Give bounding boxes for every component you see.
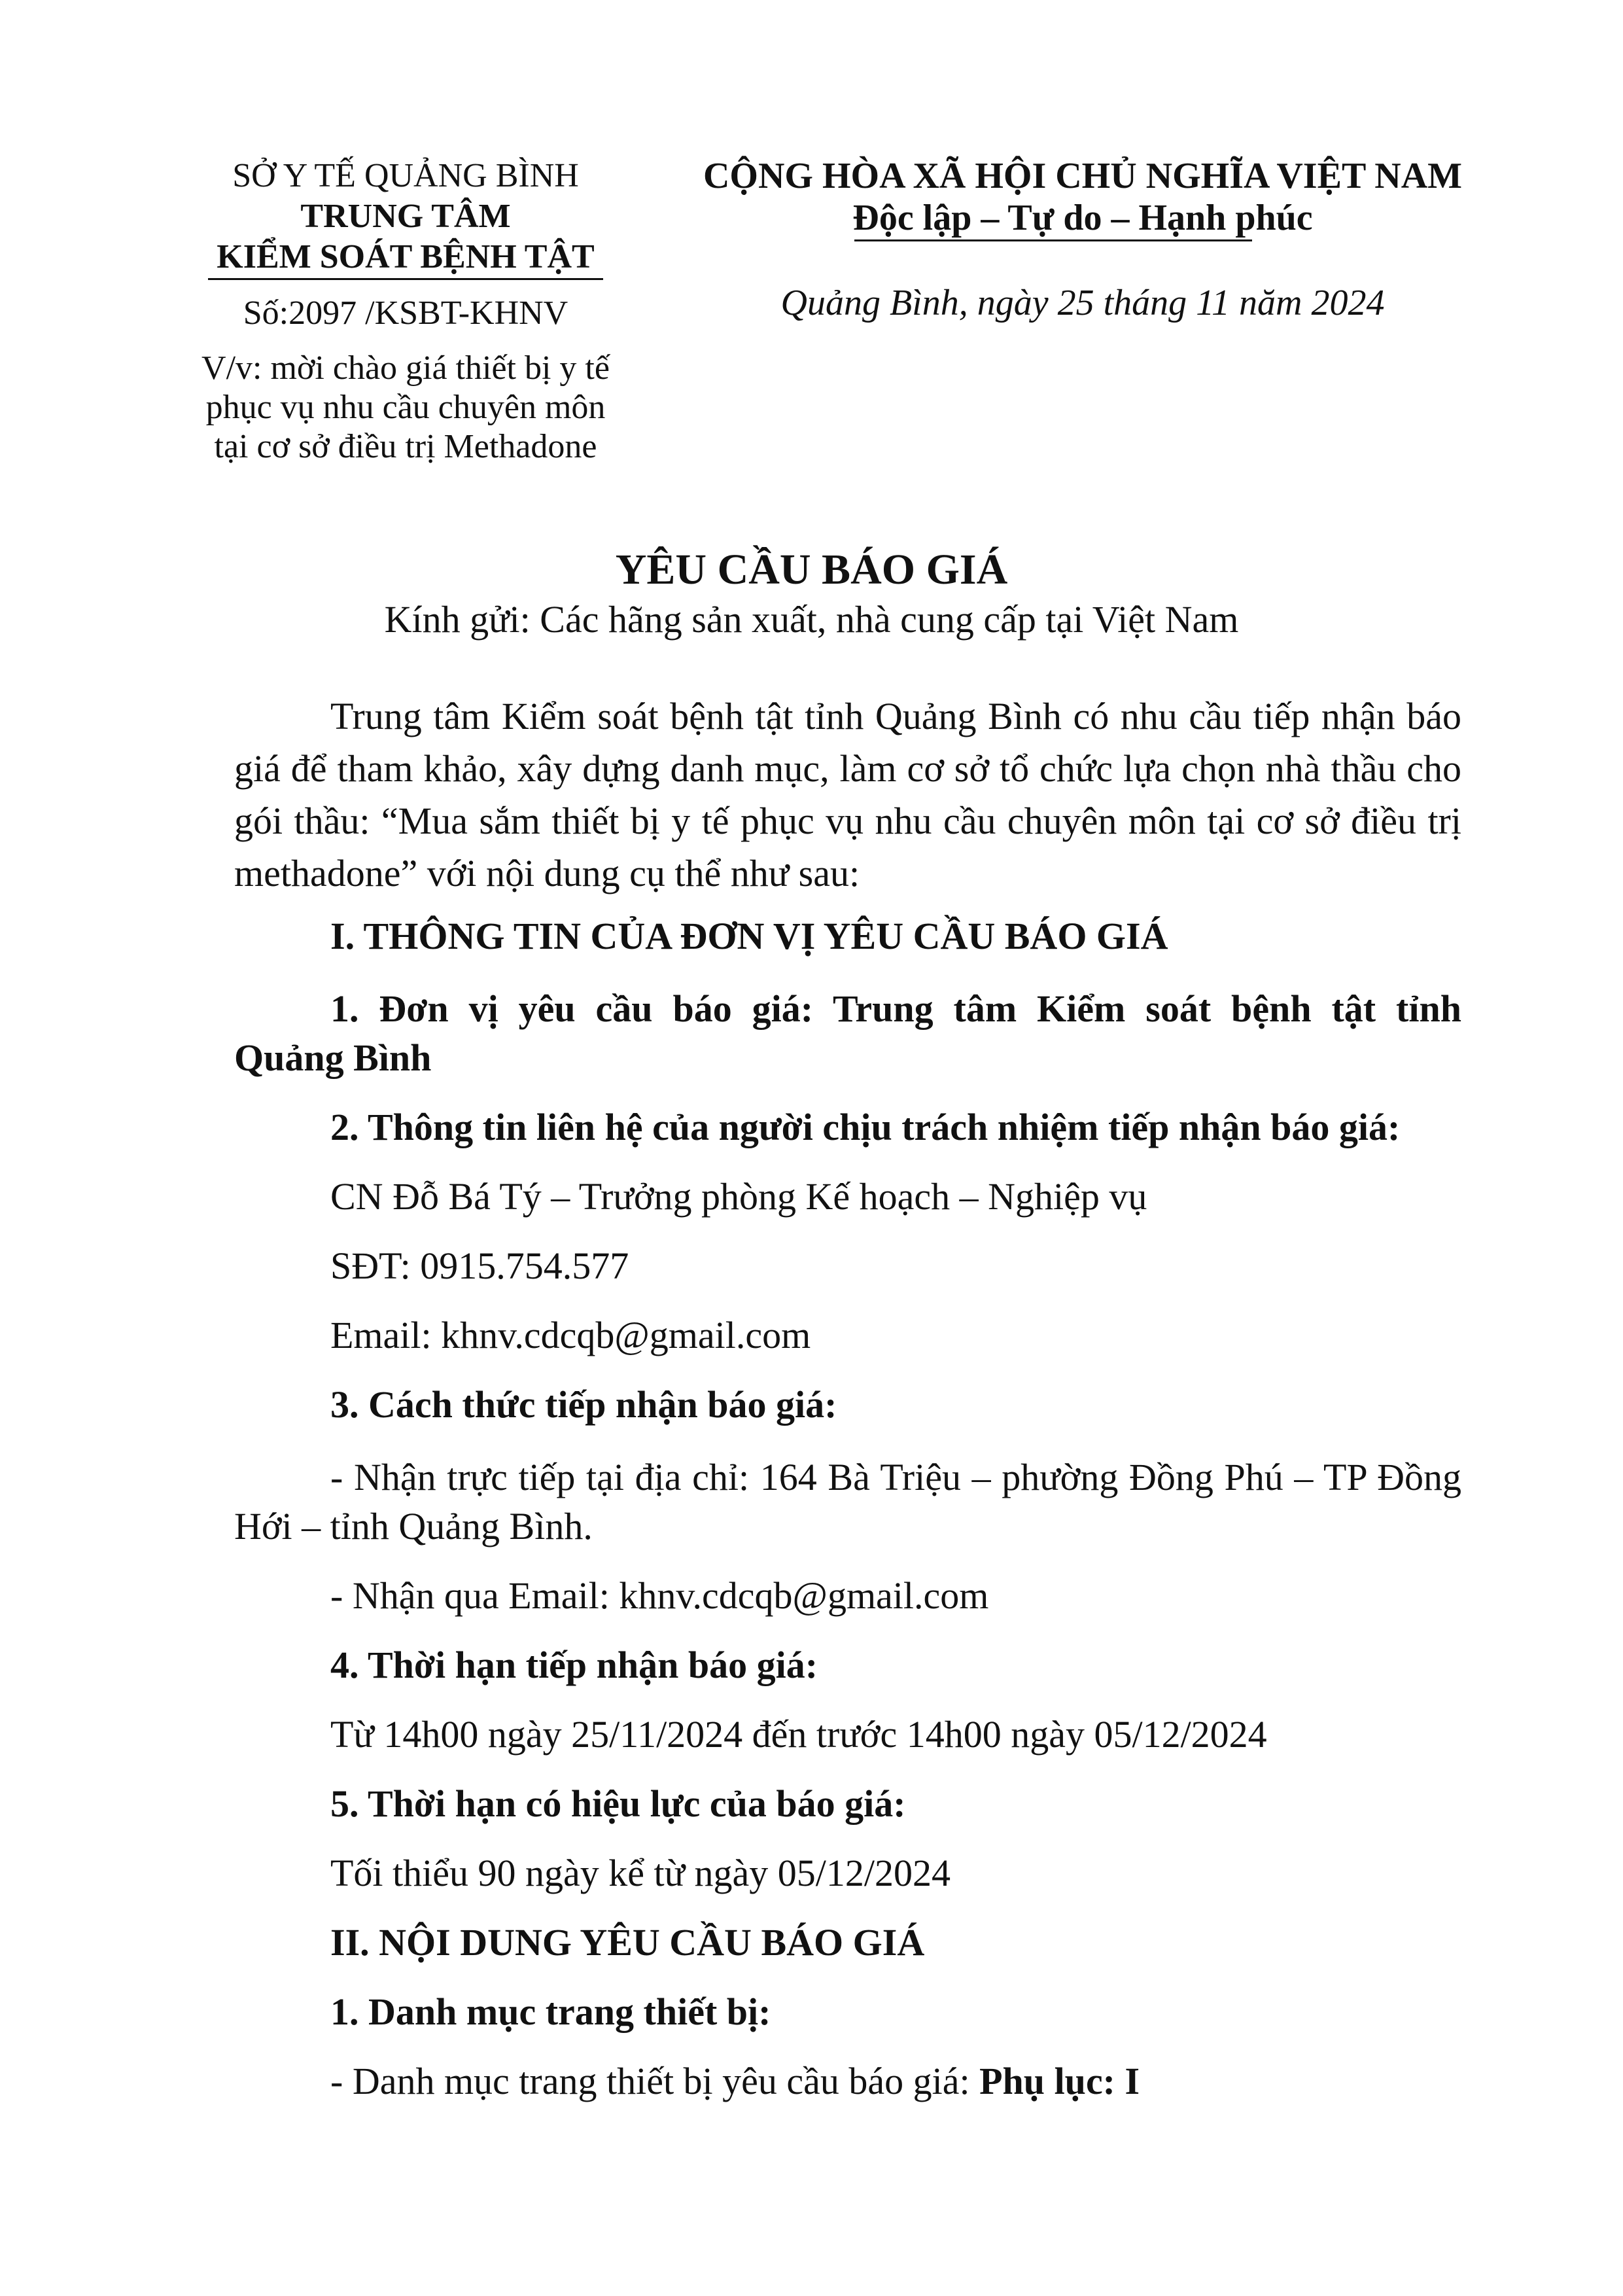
item1-line1: 1. Đơn vị yêu cầu báo giá: Trung tâm Kiểm soát bệnh tật tỉnh: [330, 987, 1461, 1030]
section1-item5-heading: 5. Thời hạn có hiệu lực của báo giá:: [330, 1782, 906, 1825]
intro-line1: Trung tâm Kiểm soát bệnh tật tỉnh Quảng Bình có nhu cầu tiếp nhận báo: [330, 695, 1461, 737]
item3-email: - Nhận qua Email: khnv.cdcqb@gmail.com: [330, 1574, 989, 1617]
item3-direct: [330, 1451, 1461, 1504]
item3-direct-line1: - Nhận trực tiếp tại địa chỉ: 164 Bà Triệu – phường Đồng Phú – TP Đồng: [330, 1456, 1461, 1498]
date-line: Quảng Bình, ngày 25 tháng 11 năm 2024: [780, 283, 1385, 323]
section1-item3-heading: 3. Cách thức tiếp nhận báo giá:: [330, 1383, 837, 1426]
appendix-reference: Phụ lục: I: [979, 2060, 1140, 2102]
intro-line2: giá để tham khảo, xây dựng danh mục, làm cơ sở tổ chức lựa chọn nhà thầu cho: [234, 747, 1461, 790]
subject-line1: V/v: mời chào giá thiết bị y tế: [201, 349, 610, 387]
section2-heading: II. NỘI DUNG YÊU CẦU BÁO GIÁ: [330, 1921, 925, 1964]
section1-item4-heading: 4. Thời hạn tiếp nhận báo giá:: [330, 1644, 818, 1686]
section2-item1-value: [330, 2058, 1140, 2104]
motto-underline: [854, 239, 1252, 241]
appendix-prefix: - Danh mục trang thiết bị yêu cầu báo giá:: [330, 2060, 980, 2102]
section1-item1: [330, 983, 1461, 1035]
intro-line3: gói thầu: “Mua sắm thiết bị y tế phục vụ nhu cầu chuyên môn tại cơ sở điều trị: [234, 800, 1461, 842]
document-title: YÊU CẦU BÁO GIÁ: [615, 546, 1008, 593]
center-name-line2: KIỂM SOÁT BỆNH TẬT: [217, 238, 595, 275]
contact-name: CN Đỗ Bá Tý – Trưởng phòng Kế hoạch – Nghiệp vụ: [330, 1175, 1147, 1218]
intro-line4: methadone” với nội dung cụ thể như sau:: [234, 852, 860, 894]
intro-paragraph: [234, 690, 1461, 900]
center-name-line1: TRUNG TÂM: [300, 198, 511, 235]
contact-email: Email: khnv.cdcqb@gmail.com: [330, 1314, 811, 1356]
item1-line2: Quảng Bình: [234, 1036, 432, 1079]
national-motto: Độc lập – Tự do – Hạnh phúc: [852, 198, 1313, 238]
header-left-underline: [208, 278, 603, 280]
section1-heading: I. THÔNG TIN CỦA ĐƠN VỊ YÊU CẦU BÁO GIÁ: [330, 915, 1168, 957]
item3-direct-line2: Hới – tỉnh Quảng Bình.: [234, 1505, 593, 1547]
section2-item1-heading: 1. Danh mục trang thiết bị:: [330, 1990, 771, 2033]
item5-value: Tối thiểu 90 ngày kể từ ngày 05/12/2024: [330, 1852, 951, 1894]
department-name: SỞ Y TẾ QUẢNG BÌNH: [232, 157, 579, 194]
recipient-line: Kính gửi: Các hãng sản xuất, nhà cung cấp tại Việt Nam: [384, 598, 1239, 641]
subject-line2: phục vụ nhu cầu chuyên môn: [205, 389, 606, 426]
section1-item2-heading: 2. Thông tin liên hệ của người chịu trách nhiệm tiếp nhận báo giá:: [330, 1106, 1401, 1148]
republic-name: CỘNG HÒA XÃ HỘI CHỦ NGHĨA VIỆT NAM: [703, 156, 1463, 196]
contact-phone: SĐT: 0915.754.577: [330, 1245, 629, 1287]
subject-line3: tại cơ sở điều trị Methadone: [214, 428, 597, 465]
document-number: Số:2097 /KSBT-KHNV: [243, 294, 568, 332]
item4-value: Từ 14h00 ngày 25/11/2024 đến trước 14h00 ngày 05/12/2024: [330, 1713, 1267, 1756]
